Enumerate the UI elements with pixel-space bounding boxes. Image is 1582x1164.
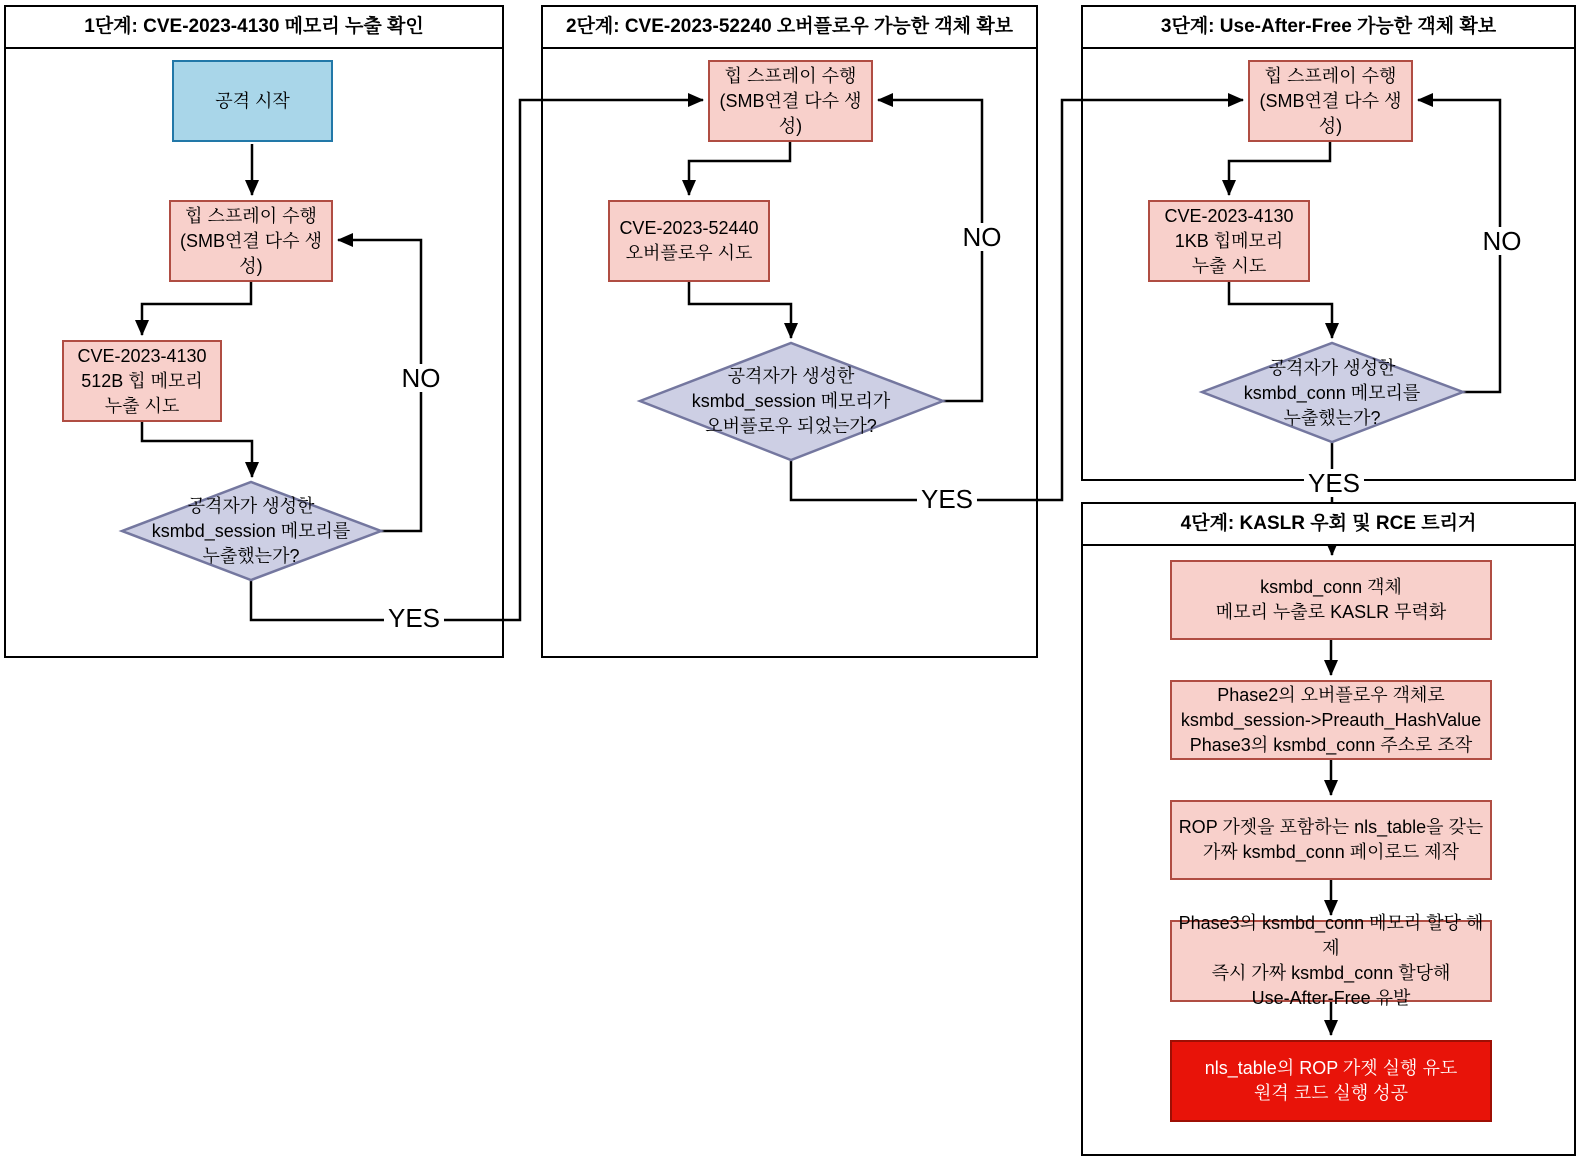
- node-p4-uaf: Phase3의 ksmbd_conn 메모리 할당 해제 즉시 가짜 ksmbd_conn 할당해 Use-After-Free 유발: [1170, 920, 1492, 1002]
- node-p2-decision-text: 공격자가 생성한 ksmbd_session 메모리가 오버플로우 되었는가?: [691, 365, 891, 436]
- node-p4-kaslr-bypass: ksmbd_conn 객체 메모리 누출로 KASLR 무력화: [1170, 560, 1492, 640]
- label-p3-yes: YES: [1304, 469, 1364, 497]
- panel-phase1-title: 1단계: CVE-2023-4130 메모리 누출 확인: [6, 7, 502, 49]
- label-p3-no: NO: [1479, 227, 1526, 255]
- node-p2-heap-spray: 힙 스프레이 수행 (SMB연결 다수 생성): [708, 60, 873, 142]
- node-p4-overwrite: Phase2의 오버플로우 객체로 ksmbd_session->Preauth_HashValue Phase3의 ksmbd_conn 주소로 조작: [1170, 680, 1492, 760]
- node-p1-leak-attempt: CVE-2023-4130 512B 힙 메모리 누출 시도: [62, 340, 222, 422]
- panel-phase4-title: 4단계: KASLR 우회 및 RCE 트리거: [1083, 504, 1574, 546]
- label-p2-no: NO: [959, 223, 1006, 251]
- node-p4-fake-payload: ROP 가젯을 포함하는 nls_table을 갖는 가짜 ksmbd_conn 페이로드 제작: [1170, 800, 1492, 880]
- node-p3-leak-attempt: CVE-2023-4130 1KB 힙메모리 누출 시도: [1148, 200, 1310, 282]
- label-p1-yes: YES: [384, 604, 444, 632]
- node-attack-start: 공격 시작: [172, 60, 333, 142]
- node-p1-decision-text: 공격자가 생성한 ksmbd_session 메모리를 누출했는가?: [151, 495, 351, 566]
- node-p3-decision-text: 공격자가 생성한 ksmbd_conn 메모리를 누출했는가?: [1243, 357, 1421, 428]
- node-p3-heap-spray: 힙 스프레이 수행 (SMB연결 다수 생성): [1248, 60, 1413, 142]
- node-p2-overflow-attempt: CVE-2023-52440 오버플로우 시도: [608, 200, 770, 282]
- label-p2-yes: YES: [917, 485, 977, 513]
- node-p4-rce-success: nls_table의 ROP 가젯 실행 유도 원격 코드 실행 성공: [1170, 1040, 1492, 1122]
- panel-phase2-title: 2단계: CVE-2023-52240 오버플로우 가능한 객체 확보: [543, 7, 1036, 49]
- panel-phase3-title: 3단계: Use-After-Free 가능한 객체 확보: [1083, 7, 1574, 49]
- label-p1-no: NO: [398, 364, 445, 392]
- node-p1-heap-spray: 힙 스프레이 수행 (SMB연결 다수 생성): [169, 200, 333, 282]
